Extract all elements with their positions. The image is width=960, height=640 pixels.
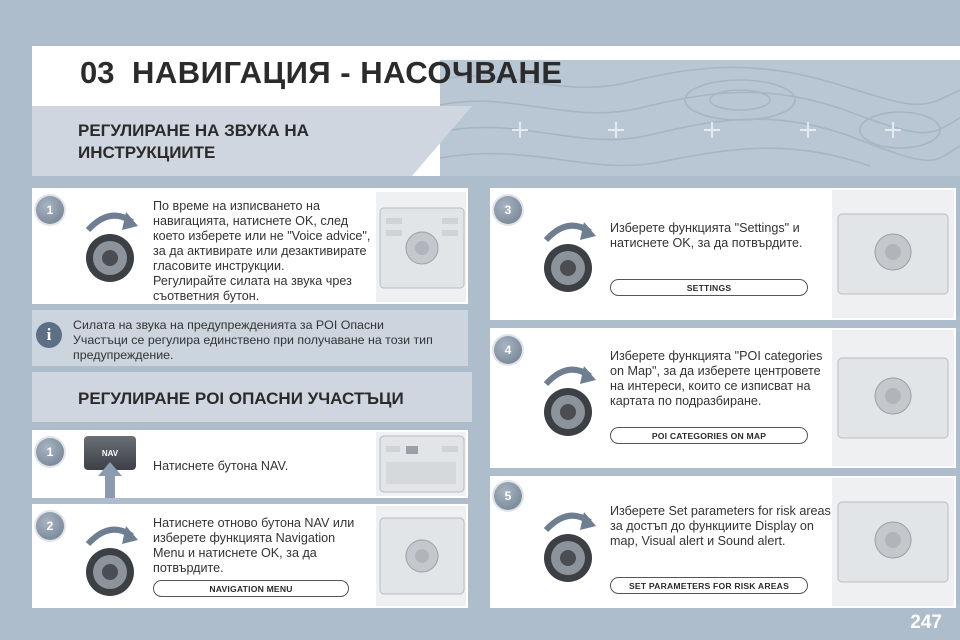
page-number: 247 — [910, 612, 942, 633]
step-text-5: Изберете Set parameters for risk areas за достъп до функциите Display on map, Visual alert и Sound alert. — [610, 504, 831, 548]
rotary-knob-icon — [538, 500, 598, 590]
radio-unit-icon — [832, 190, 954, 318]
radio-panel-image — [376, 432, 466, 496]
nav-button: NAV — [84, 436, 136, 470]
rotary-knob-icon — [538, 210, 598, 300]
radio-unit-icon — [376, 506, 466, 606]
step-text-3: Изберете функцията "Settings" и натиснете OK, за да потвърдите. — [610, 221, 803, 250]
section-title-line: РЕГУЛИРАНЕ НА ЗВУКА НА — [78, 121, 309, 140]
section-title-sound — [78, 120, 309, 164]
radio-unit-icon — [832, 478, 954, 606]
step-text-2: Натиснете отново бутона NAV или изберете функцията Navigation Menu и натиснете OK, за да потвърдите. — [153, 516, 355, 575]
radio-unit-icon — [376, 432, 466, 496]
rotary-knob-icon — [538, 354, 598, 444]
radio-unit-icon — [832, 330, 954, 466]
set-parameters-label: SET PARAMETERS FOR RISK AREAS — [610, 577, 808, 594]
chapter-number: 03 — [80, 55, 115, 90]
info-text: Силата на звука на предупрежденията за POI Опасни Участъци се регулира единствено при получаване на този тип предупреждение. — [73, 318, 433, 362]
radio-panel-image — [832, 478, 954, 606]
settings-label: SETTINGS — [610, 279, 808, 296]
radio-panel-image — [376, 506, 466, 606]
step-badge: 5 — [494, 482, 522, 510]
radio-panel-image — [832, 190, 954, 318]
radio-unit-icon — [376, 192, 466, 302]
step-badge: 1 — [36, 438, 64, 466]
navigation-menu-label: NAVIGATION MENU — [153, 580, 349, 597]
section-title-poi: РЕГУЛИРАНЕ POI ОПАСНИ УЧАСТЪЦИ — [78, 389, 404, 408]
section-title-line: ИНСТРУКЦИИТЕ — [78, 143, 216, 162]
step-badge: 2 — [36, 512, 64, 540]
rotary-knob-icon — [80, 514, 140, 604]
step-badge: 1 — [36, 196, 64, 224]
poi-categories-label: POI CATEGORIES ON MAP — [610, 427, 808, 444]
step-text-nav: Натиснете бутона NAV. — [153, 459, 289, 473]
rotary-knob-icon — [80, 200, 140, 290]
press-arrow-icon — [96, 462, 124, 498]
radio-panel-image — [376, 192, 466, 302]
step-text-1: По време на изписването на навигацията, натиснете OK, след което изберете или не "Voice advice", за да активирате или дезактивирате гласовите инструкции. Регулирайте силата на звука чрез съответния бутон. — [153, 199, 371, 303]
radio-panel-image — [832, 330, 954, 466]
chapter-title: НАВИГАЦИЯ - НАСОЧВАНЕ — [132, 55, 563, 90]
step-badge: 4 — [494, 336, 522, 364]
step-text-4: Изберете функцията "POI categories on Map", за да изберете центровете на интереси, които се изписват на картата по подразбиране. — [610, 349, 823, 408]
info-icon: i — [36, 322, 62, 348]
step-badge: 3 — [494, 196, 522, 224]
